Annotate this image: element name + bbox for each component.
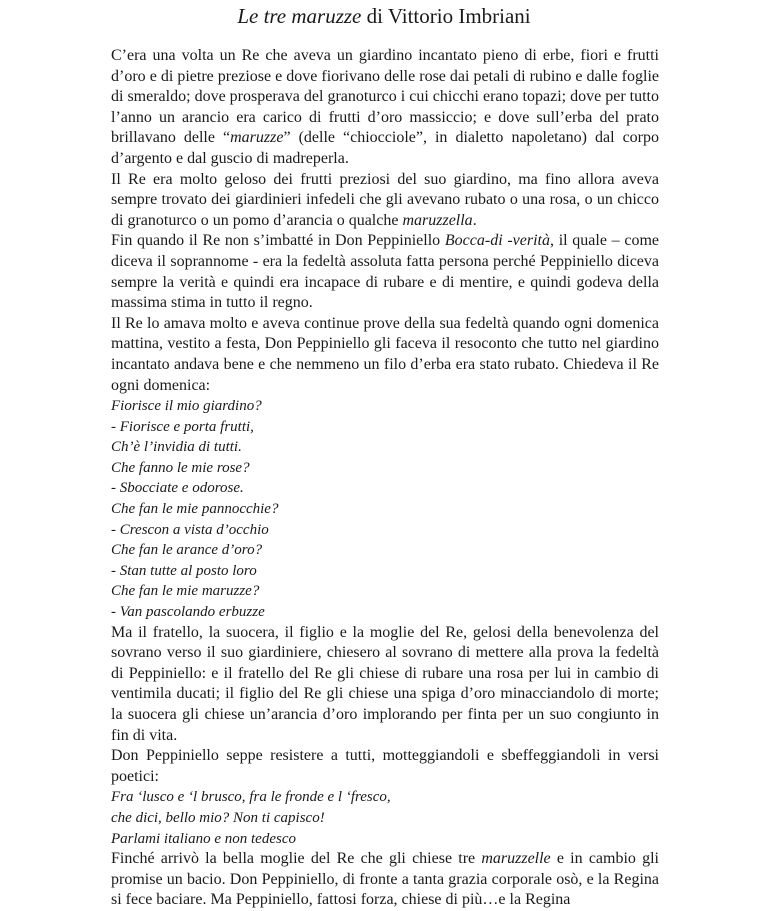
title-author: di Vittorio Imbriani (361, 4, 531, 28)
verse-line: - Sbocciate e odorose. (111, 480, 244, 497)
verse-line: Che fan le mie maruzze? (111, 583, 260, 600)
paragraph-4: Il Re lo amava molto e aveva continue prove della sua fedeltà quando ogni domenica mattina, vestito a festa, Don Peppiniello gli faceva il resoconto che tutto nel giardino incantato andava bene e che nemmeno un filo d’erba era stato rubato. Chiedeva il Re ogni domenica: (111, 314, 659, 394)
verse-line: Che fan le mie pannocchie? (111, 501, 279, 518)
verse-dialogue (111, 396, 659, 623)
paragraph-2: Il Re era molto geloso dei frutti preziosi del suo giardino, ma fino allora aveva sempre trovato dei giardinieri infedeli che gli avevano rubato o una rosa, o un chicco di granoturco o un pomo d’arancia o qualche maruzzella. (111, 170, 659, 229)
verse-reply (111, 787, 659, 849)
paragraph-6: Don Peppiniello seppe resistere a tutti, motteggiandoli e sbeffeggiandoli in versi poetici: (111, 747, 659, 785)
verse-line: che dici, bello mio? Non ti capisco! (111, 809, 325, 826)
verse-line: Che fanno le mie rose? (111, 459, 250, 476)
verse-line: Fra ‘lusco e ‘l brusco, fra le fronde e l ‘fresco, (111, 789, 391, 806)
page-title (0, 4, 768, 28)
verse-line: - Crescon a vista d’occhio (111, 521, 269, 538)
verse-line: Ch’è l’invidia di tutti. (111, 439, 242, 456)
paragraph-7: Finché arrivò la bella moglie del Re che gli chiese tre maruzzelle e in cambio gli promise un bacio. Don Peppiniello, di fronte a tanta grazia corporale osò, e la Regina si fece baciare. Ma Peppiniello, fattosi forza, chiese di più…e la Regina (111, 850, 659, 909)
verse-line: - Van pascolando erbuzze (111, 604, 265, 621)
verse-line: Che fan le arance d’oro? (111, 542, 263, 559)
verse-line: Parlami italiano e non tedesco (111, 830, 296, 847)
paragraph-3: Fin quando il Re non s’imbatté in Don Peppiniello Bocca-di -verità, il quale – come diceva il soprannome - era la fedeltà assoluta fatta persona perché Peppiniello diceva sempre la verità e quindi era incapace di rubare e di mentire, e quindi godeva della massima stima in tutto il regno. (111, 232, 660, 312)
verse-line: - Fiorisce e porta frutti, (111, 418, 254, 435)
verse-line: - Stan tutte al posto loro (111, 562, 257, 579)
verse-line: Fiorisce il mio giardino? (111, 398, 262, 415)
story-text (111, 46, 659, 911)
paragraph-1: C’era una volta un Re che aveva un giardino incantato pieno di erbe, fiori e frutti d’oro e di pietre preziose e dove fiorivano delle rose dai petali di rubino e dalle foglie di smeraldo; dove prosperava del granoturco i cui chicchi erano topazi; dove per tutto l’anno un arancio era carico di frutti d’oro massiccio; e dove sull’erba del prato brillavano delle “maruzze” (delle “chiocciole”, in dialetto napoletano) dal corpo d’argento e dal guscio di madreperla. (111, 47, 659, 167)
paragraph-5: Ma il fratello, la suocera, il figlio e la moglie del Re, gelosi della benevolenza del sovrano verso il suo giardiniere, chiesero al sovrano di mettere alla prova la fedeltà di Peppiniello: e il fratello del Re gli chiese di rubare una rosa per lui in cambio di ventimila ducati; il figlio del Re gli chiese una spiga d’oro minacciandolo di morte; la suocera gli chiese un’arancia d’oro implorando per finta per un suo congiunto in fin di vita. (111, 623, 659, 744)
title-work: Le tre maruzze (237, 4, 362, 28)
